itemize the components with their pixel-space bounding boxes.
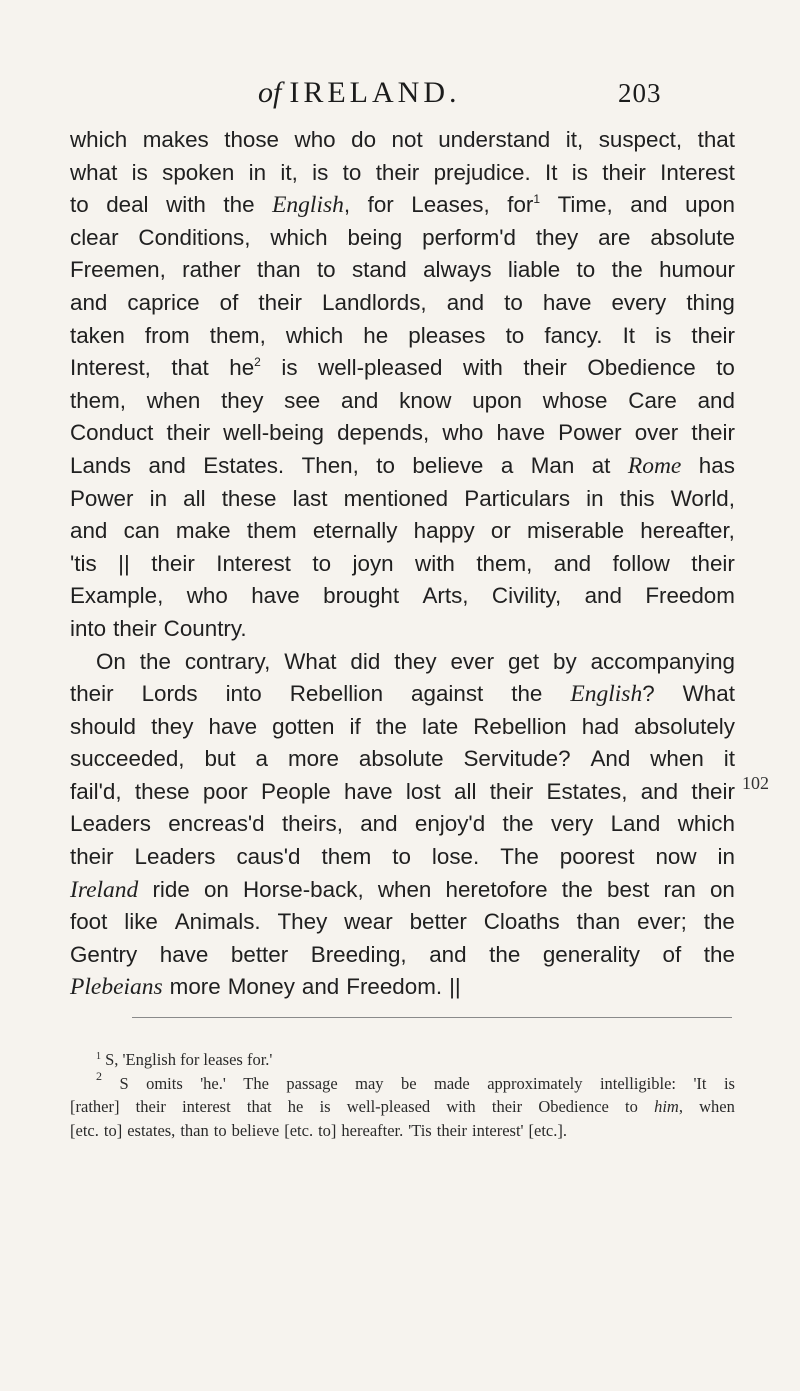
text-line: clear Conditions, which being perform'd they are absolute [70, 224, 735, 250]
footnote-line: $^2$ S omits 'he.' The passage may be made approximately intelligible: 'It is [96, 1068, 735, 1093]
text-line: and caprice of their Landlords, and to have every thing [70, 289, 735, 315]
text-line: fail'd, these poor People have lost all their Estates, and their [70, 778, 735, 804]
text-line: Example, who have brought Arts, Civility, and Freedom [70, 583, 735, 609]
margin-page-number: 102 [742, 773, 769, 793]
running-head-prefix: of [258, 76, 282, 109]
footnotes [70, 1048, 735, 1142]
page-number: 203 [618, 78, 662, 108]
text-line: Leaders encreas'd theirs, and enjoy'd the very Land which [70, 811, 735, 837]
body-text [70, 124, 735, 1004]
text-line: 'tis || their Interest to joyn with them, and follow their [70, 550, 735, 576]
text-line: Lands and Estates. Then, to believe a Man at Rome has [70, 452, 735, 479]
footnote-1: $^1$ S, 'English for leases for.' [96, 1050, 273, 1069]
text-line: and can make them eternally happy or miserable hereafter, [70, 518, 735, 544]
running-head-text: IRELAND. [289, 76, 461, 109]
footnote-2 [70, 1068, 735, 1143]
text-line: taken from them, which he pleases to fancy. It is their [70, 322, 735, 348]
text-line: to deal with the English, for Leases, for$^1$ Time, and upon [70, 192, 735, 219]
text-line: should they have gotten if the late Rebellion had absolutely [70, 713, 735, 739]
text-line: Plebeians more Money and Freedom. || [70, 974, 461, 1001]
footnote-rule [132, 1017, 732, 1018]
text-line: their Leaders caus'd them to lose. The poorest now in [70, 844, 735, 870]
text-line: what is spoken in it, is to their prejudice. It is their Interest [70, 159, 735, 185]
text-line: Freemen, rather than to stand always liable to the humour [70, 257, 735, 283]
text-line: Interest, that $he^2$ is well-pleased with their Obedience to [70, 355, 735, 381]
running-head-title [258, 76, 461, 110]
text-line: them, when they see and know upon whose Care and [70, 387, 735, 413]
text-line: Power in all these last mentioned Particulars in this World, [70, 485, 735, 511]
text-line: Ireland ride on Horse-back, when heretofore the best ran on [70, 876, 735, 903]
text-line: their Lords into Rebellion against the English? What [70, 681, 735, 708]
text-line: into their Country. [70, 615, 247, 641]
footnote-line: [rather] their interest that he is well-pleased with their Obedience to him, when [70, 1097, 735, 1116]
text-line: Conduct their well-being depends, who have Power over their [70, 420, 735, 446]
running-head [0, 76, 800, 116]
text-line: succeeded, but a more absolute Servitude? And when it [70, 746, 735, 772]
text-line: Gentry have better Breeding, and the generality of the [70, 941, 735, 967]
text-line: which makes those who do not understand it, suspect, that [70, 127, 735, 152]
text-line: foot like Animals. They wear better Cloaths than ever; the [70, 909, 735, 935]
footnote-line: [etc. to] estates, than to believe [etc. to] hereafter. 'Tis their interest' [etc.]. [70, 1120, 568, 1140]
text-line: On the contrary, What did they ever get by accompanying [96, 648, 735, 674]
